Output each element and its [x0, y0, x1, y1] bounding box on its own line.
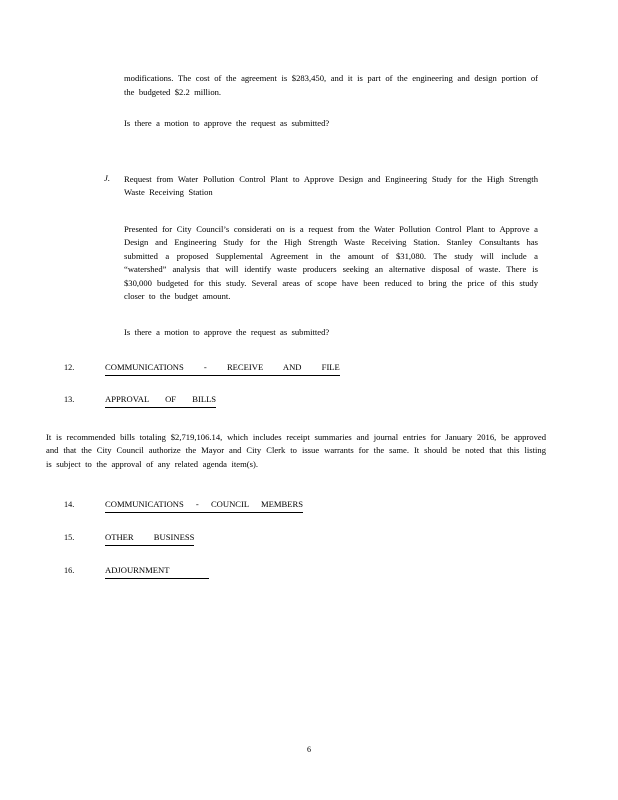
agenda-item-13[interactable] [64, 393, 558, 408]
agenda-item-12-number: 12. [64, 363, 75, 372]
subitem-j-title: Request from Water Pollution Control Plant to Approve Design and Engineering Study for the High Strength Waste Receiving Station [124, 173, 538, 197]
agenda-item-14-number: 14. [64, 499, 75, 509]
agenda-item-12-title: COMMUNICATIONS - RECEIVE AND FILE [105, 361, 340, 376]
agenda-item-15[interactable] [64, 531, 558, 546]
agenda-item-12[interactable] [64, 361, 558, 376]
agenda-item-16[interactable] [64, 564, 558, 579]
agenda-item-14[interactable] [64, 498, 558, 513]
agenda-item-15-number: 15. [64, 532, 75, 542]
paragraph-presented: Presented for City Council’s considerati on is a request from the Water Pollution Control Plant to Approve a Design and Engineering Study for the High Strength Waste Receiving Station. Stanley Consultants has submitted a proposed Supplemental Agreement in the amount of $31,080. The study will include a “watershed” analysis that will identify waste producers seeking an alternative disposal of waste. There is $30,000 budgeted for this study. Several areas of scope have been reduced to bring the price of this study closer to the budget amount. [124, 223, 538, 301]
paragraph-modifications: modifications. The cost of the agreement is $283,450, and it is part of the engineering and design portion of the budgeted $2.2 million. [124, 73, 538, 97]
agenda-item-14-title: COMMUNICATIONS - COUNCIL MEMBERS [105, 498, 303, 513]
agenda-item-16-title: ADJOURNMENT [105, 564, 209, 579]
page-number: 6 [307, 745, 311, 754]
subitem-marker-j: J. [104, 172, 110, 183]
agenda-item-15-title: OTHER BUSINESS [105, 531, 194, 546]
paragraph-motion-1: Is there a motion to approve the request as submitted? [124, 118, 330, 128]
agenda-item-13-number: 13. [64, 395, 75, 404]
agenda-item-16-number: 16. [64, 565, 75, 575]
paragraph-bills: It is recommended bills totaling $2,719,106.14, which includes receipt summaries and journal entries for January 2016, be approved and that the City Council authorize the Mayor and City Clerk to issue warrants for the same. It should be noted that this listing is subject to the approval of any related agenda item(s). [46, 431, 546, 469]
agenda-item-13-title: APPROVAL OF BILLS [105, 393, 216, 408]
agenda-subitem-j [104, 173, 538, 200]
paragraph-motion-2: Is there a motion to approve the request as submitted? [124, 326, 330, 337]
